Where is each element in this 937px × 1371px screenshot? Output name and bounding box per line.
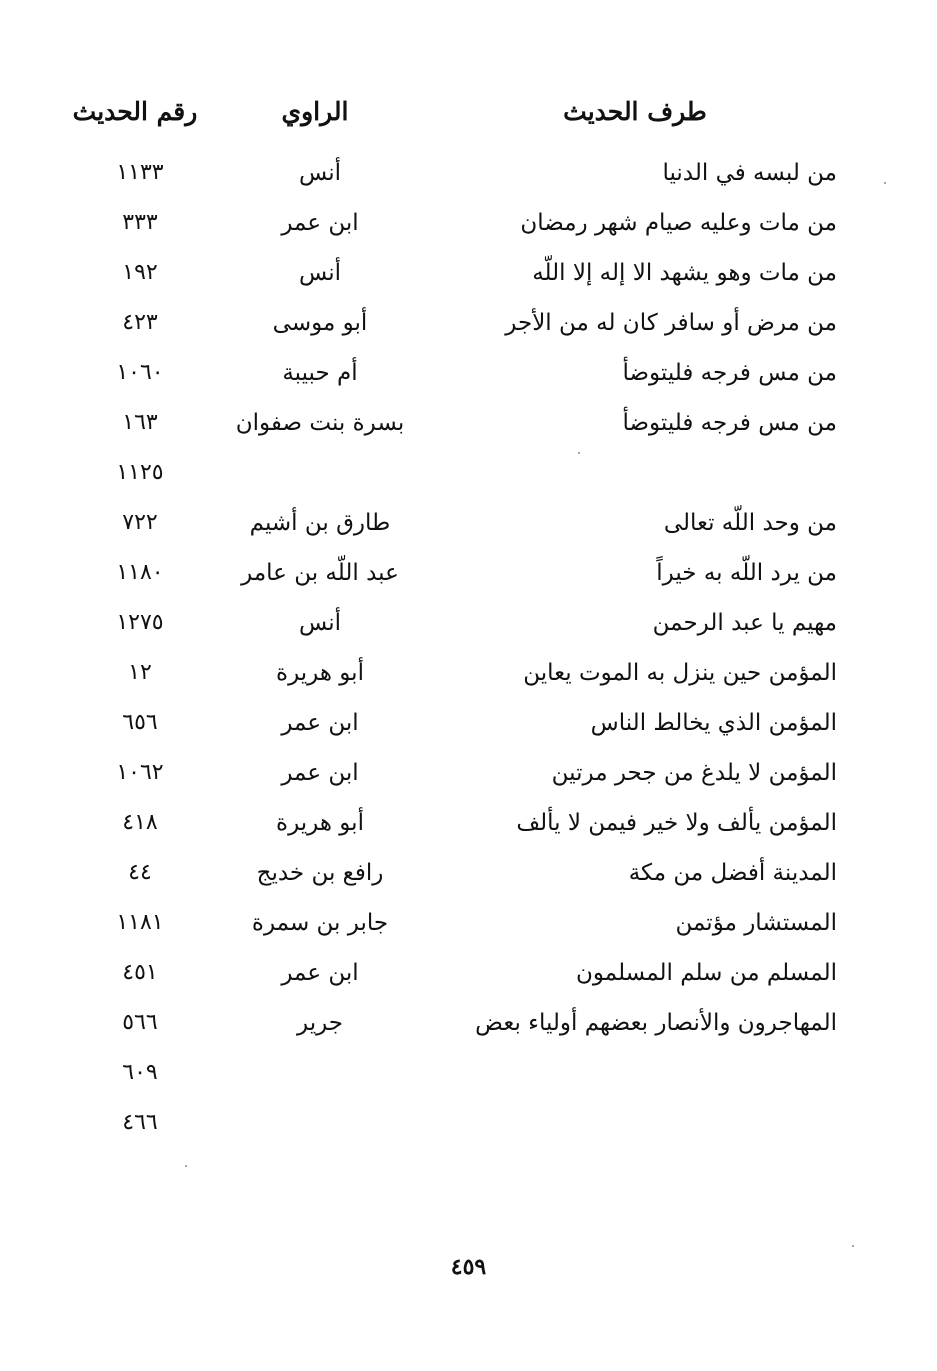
table-row <box>0 448 937 498</box>
hadith-number: ١١٢٥ <box>116 460 164 485</box>
table-row <box>0 698 937 748</box>
table-row <box>0 198 937 248</box>
hadith-text: المؤمن الذي يخالط الناس <box>590 710 837 736</box>
hadith-text: من مس فرجه فليتوضأ <box>622 410 837 436</box>
table-row <box>0 248 937 298</box>
hadith-text <box>437 448 837 498</box>
hadith-number: ٧٢٢ <box>122 510 158 535</box>
hadith-number: ٤٤ <box>128 860 152 885</box>
narrator: طارق بن أشيم <box>249 510 391 536</box>
table-row <box>0 1098 937 1148</box>
narrator: رافع بن خديج <box>256 860 384 886</box>
table-header <box>0 92 937 132</box>
hadith-text: المدينة أفضل من مكة <box>628 860 837 886</box>
hadith-text: مهيم يا عبد الرحمن <box>652 610 837 636</box>
table-row <box>0 998 937 1048</box>
narrator: أم حبيبة <box>282 360 358 386</box>
hadith-number: ١٩٢ <box>122 260 158 285</box>
table-row <box>0 498 937 548</box>
narrator <box>215 1048 425 1098</box>
hadith-text: من مس فرجه فليتوضأ <box>622 360 837 386</box>
hadith-number: ١١٣٣ <box>116 160 164 185</box>
hadith-text: المؤمن حين ينزل به الموت يعاين <box>523 660 837 686</box>
narrator: أنس <box>298 260 342 286</box>
hadith-text <box>437 1098 837 1148</box>
hadith-text: من مات وعليه صيام شهر رمضان <box>520 210 837 236</box>
table-row <box>0 798 937 848</box>
table-row <box>0 548 937 598</box>
narrator: ابن عمر <box>281 210 359 236</box>
narrator: أبو موسى <box>272 310 368 336</box>
hadith-text: المسلم من سلم المسلمون <box>576 960 837 986</box>
narrator: ابن عمر <box>281 760 359 786</box>
page-number: ٤٥٩ <box>450 1254 487 1280</box>
hadith-number: ٥٦٦ <box>122 1010 158 1035</box>
hadith-number: ١٠٦٢ <box>116 760 164 785</box>
table-row <box>0 298 937 348</box>
narrator: أبو هريرة <box>276 810 364 836</box>
table-row <box>0 598 937 648</box>
hadith-number: ٤٥١ <box>122 960 158 985</box>
header-hadith-text: طرف الحديث <box>563 97 707 126</box>
table-row <box>0 898 937 948</box>
scan-speck <box>852 1245 854 1247</box>
narrator <box>215 448 425 498</box>
table-row <box>0 148 937 198</box>
hadith-text: من وحد اللّه تعالى <box>663 510 837 536</box>
narrator: عبد اللّه بن عامر <box>241 560 399 586</box>
narrator: ابن عمر <box>281 960 359 986</box>
hadith-text: من لبسه في الدنيا <box>662 160 837 186</box>
scan-speck <box>884 182 886 184</box>
table-row <box>0 1048 937 1098</box>
table-row <box>0 748 937 798</box>
narrator <box>215 1098 425 1148</box>
table-row <box>0 398 937 448</box>
header-narrator: الراوي <box>281 97 349 126</box>
hadith-text: المؤمن يألف ولا خير فيمن لا يألف <box>516 810 837 836</box>
table-row <box>0 948 937 998</box>
hadith-number: ١٢٧٥ <box>116 610 164 635</box>
hadith-number: ٤٦٦ <box>122 1110 158 1135</box>
hadith-number: ١١٨٠ <box>116 560 164 585</box>
scan-speck <box>578 452 580 454</box>
narrator: ابن عمر <box>281 710 359 736</box>
narrator: جرير <box>297 1010 343 1036</box>
hadith-index-table <box>0 148 937 1148</box>
narrator: أنس <box>298 160 342 186</box>
hadith-number: ٦٥٦ <box>122 710 158 735</box>
hadith-number: ٣٣٣ <box>122 210 158 235</box>
hadith-text: المستشار مؤتمن <box>675 910 837 936</box>
hadith-text: من مات وهو يشهد الا إله إلا اللّه <box>532 260 837 286</box>
table-row <box>0 648 937 698</box>
hadith-number: ١٦٣ <box>122 410 158 435</box>
table-row <box>0 348 937 398</box>
hadith-number: ٤٢٣ <box>122 310 158 335</box>
hadith-text: المهاجرون والأنصار بعضهم أولياء بعض <box>475 1010 837 1036</box>
hadith-text: المؤمن لا يلدغ من جحر مرتين <box>551 760 837 786</box>
hadith-text <box>437 1048 837 1098</box>
narrator: بسرة بنت صفوان <box>235 410 405 436</box>
narrator: أنس <box>298 610 342 636</box>
scan-speck <box>185 1165 187 1167</box>
hadith-number: ١٠٦٠ <box>116 360 164 385</box>
hadith-number: ١٢ <box>128 660 152 685</box>
narrator: جابر بن سمرة <box>251 910 389 936</box>
hadith-number: ٤١٨ <box>122 810 158 835</box>
narrator: أبو هريرة <box>276 660 364 686</box>
table-row <box>0 848 937 898</box>
header-hadith-number: رقم الحديث <box>72 97 198 126</box>
hadith-number: ١١٨١ <box>116 910 164 935</box>
hadith-number: ٦٠٩ <box>122 1060 158 1085</box>
hadith-text: من مرض أو سافر كان له من الأجر <box>505 310 837 336</box>
hadith-text: من يرد اللّه به خيراً <box>656 560 837 586</box>
